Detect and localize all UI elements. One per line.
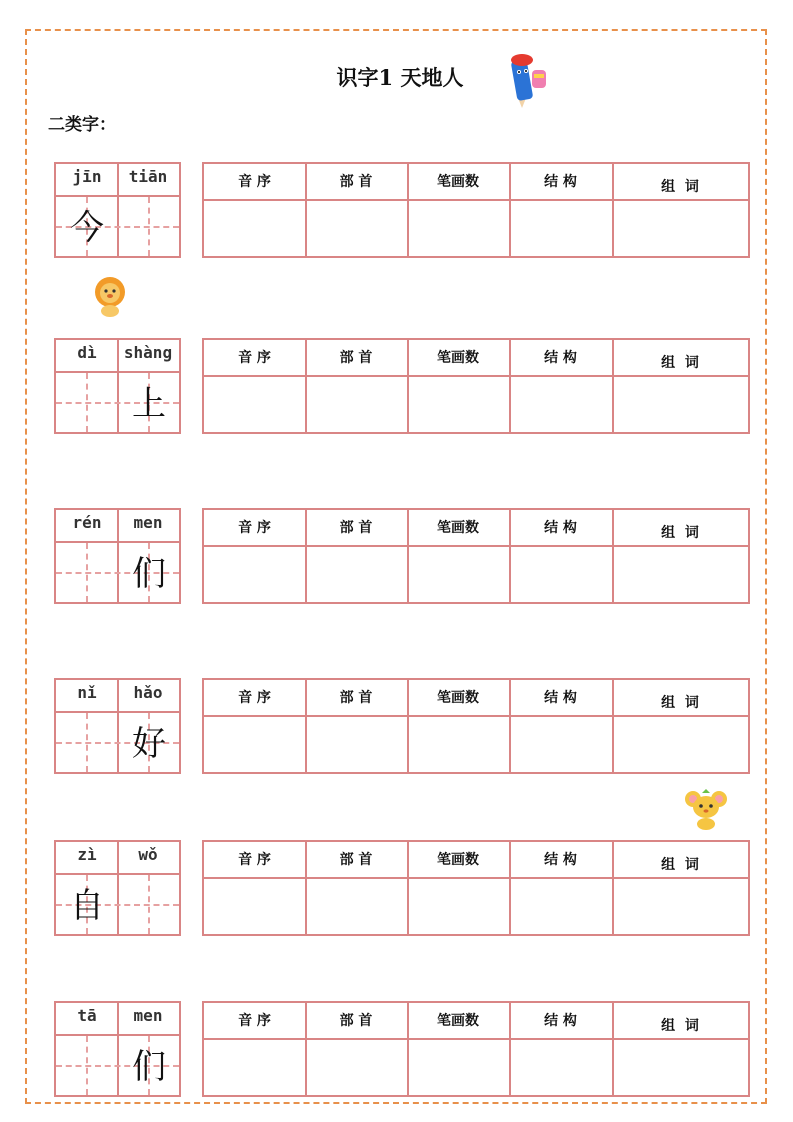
hanzi-character: 今	[70, 208, 104, 248]
pinyin-text: nǐ	[77, 683, 97, 702]
table-header: 笔画数	[437, 174, 479, 190]
pinyin-text: tiān	[128, 167, 168, 186]
table-header: 笔画数	[437, 520, 479, 536]
table-header: 音 序	[238, 174, 271, 190]
pinyin-text: jīn	[72, 167, 102, 186]
table-header: 组 词	[661, 1018, 699, 1034]
char-row	[0, 1001, 793, 1101]
table-header: 部 首	[339, 174, 373, 190]
table-header: 笔画数	[437, 690, 479, 706]
section-label: 二类字：	[48, 115, 116, 135]
table-header: 结 构	[544, 690, 577, 706]
pinyin-tian-grid	[54, 162, 181, 258]
character-info-table	[202, 1001, 750, 1097]
table-header: 组 词	[661, 525, 699, 541]
table-header: 部 首	[339, 852, 373, 868]
table-header: 组 词	[661, 179, 699, 195]
char-row	[0, 678, 793, 778]
hanzi-character: 们	[132, 1047, 166, 1087]
table-header-rule	[204, 545, 748, 547]
table-header: 笔画数	[437, 1013, 479, 1029]
char-row	[0, 508, 793, 608]
table-header: 结 构	[544, 1013, 577, 1029]
table-header: 结 构	[544, 350, 577, 366]
character-info-table	[202, 508, 750, 604]
pinyin-text: rén	[72, 513, 102, 532]
table-header-rule	[204, 375, 748, 377]
char-row	[0, 840, 793, 940]
pinyin-text: zì	[77, 845, 97, 864]
hanzi-character: 上	[132, 384, 166, 424]
pinyin-text: men	[133, 1006, 163, 1025]
table-header: 组 词	[661, 355, 699, 371]
table-header-rule	[204, 199, 748, 201]
table-header: 结 构	[544, 174, 577, 190]
hanzi-character: 好	[132, 724, 166, 764]
pinyin-text: wǒ	[138, 845, 158, 864]
table-header: 音 序	[238, 520, 271, 536]
table-header: 部 首	[339, 520, 373, 536]
pinyin-tian-grid	[54, 338, 181, 434]
table-header: 笔画数	[437, 350, 479, 366]
character-info-table	[202, 840, 750, 936]
pinyin-text: shàng	[123, 343, 173, 362]
pinyin-text: tā	[77, 1006, 97, 1025]
character-info-table	[202, 338, 750, 434]
hanzi-character: 们	[132, 554, 166, 594]
table-header: 结 构	[544, 520, 577, 536]
table-header: 组 词	[661, 695, 699, 711]
table-header-rule	[204, 1038, 748, 1040]
pinyin-tian-grid	[54, 678, 181, 774]
table-header: 音 序	[238, 690, 271, 706]
pencil-mascot-icon	[500, 48, 552, 110]
table-header: 笔画数	[437, 852, 479, 868]
table-header: 音 序	[238, 852, 271, 868]
char-row	[0, 162, 793, 262]
hanzi-character: 自	[70, 886, 104, 926]
table-header: 部 首	[339, 350, 373, 366]
table-header-rule	[204, 715, 748, 717]
table-header: 部 首	[339, 690, 373, 706]
table-header-rule	[204, 877, 748, 879]
mouse-icon	[684, 787, 728, 831]
pinyin-tian-grid	[54, 840, 181, 936]
table-header: 部 首	[339, 1013, 373, 1029]
character-info-table	[202, 678, 750, 774]
pinyin-text: hǎo	[133, 683, 163, 702]
page-title: 识字1 天地人	[336, 65, 464, 90]
pinyin-text: men	[133, 513, 163, 532]
pinyin-tian-grid	[54, 508, 181, 604]
table-header: 音 序	[238, 350, 271, 366]
table-header: 音 序	[238, 1013, 271, 1029]
pinyin-tian-grid	[54, 1001, 181, 1097]
char-row	[0, 338, 793, 438]
pinyin-text: dì	[77, 343, 97, 362]
table-header: 组 词	[661, 857, 699, 873]
character-info-table	[202, 162, 750, 258]
lion-icon	[91, 275, 129, 317]
table-header: 结 构	[544, 852, 577, 868]
